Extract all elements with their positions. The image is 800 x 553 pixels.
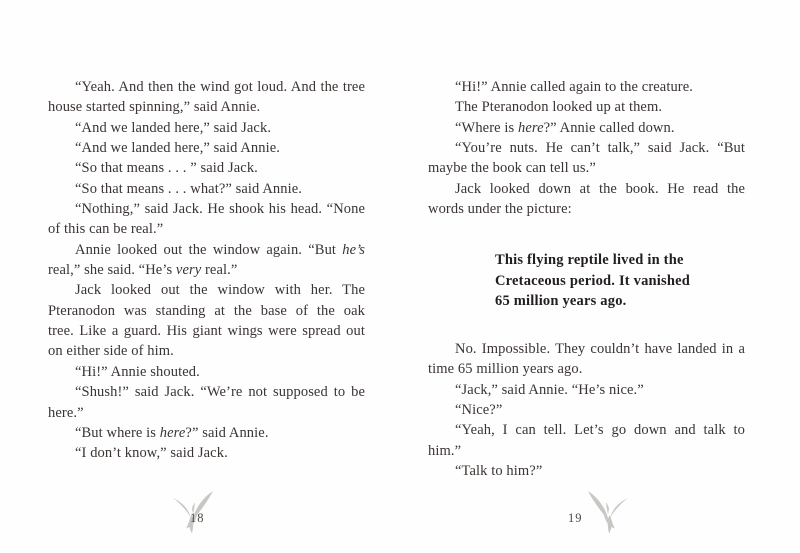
text-line: The Pteranodon looked up at them. <box>455 99 663 116</box>
page-number: 19 <box>568 511 583 525</box>
text-line: Pteranodon was standing at the base of the oak <box>48 302 365 319</box>
text-line: words under the picture: <box>428 201 572 218</box>
text-line: “You’re nuts. He can’t talk,” said Jack. “But <box>455 140 745 157</box>
text-line: of this can be real.” <box>48 221 164 238</box>
text-line: “Hi!” Annie called again to the creature. <box>455 79 693 95</box>
text-line: time 65 million years ago. <box>428 361 583 378</box>
text-line: him.” <box>428 442 462 459</box>
text-line: “Jack,” said Annie. “He’s nice.” <box>455 381 644 398</box>
text-line: Jack looked out the window with her. The <box>75 282 365 299</box>
text-line: Jack looked down at the book. He read the <box>455 180 745 197</box>
text-line: Annie looked out the window again. “But he’s <box>75 241 365 258</box>
text-line: maybe the book can tell us.” <box>428 160 596 177</box>
text-line: tree. Like a guard. His giant wings were spread out <box>48 323 365 340</box>
text-line: “Nice?” <box>455 401 503 418</box>
text-line: house started spinning,” said Annie. <box>48 99 261 116</box>
text-line: “Hi!” Annie shouted. <box>75 363 200 380</box>
quote-line: This flying reptile lived in the <box>495 252 684 269</box>
right-page-footer <box>564 489 636 537</box>
pteranodon-icon <box>584 490 632 534</box>
text-line: “So that means . . . what?” said Annie. <box>75 180 302 197</box>
text-line: “But where is here?” said Annie. <box>75 424 269 441</box>
quote-line: 65 million years ago. <box>495 293 627 310</box>
text-line: “Yeah. And then the wind got loud. And the tree <box>75 79 365 95</box>
page-number: 18 <box>190 511 205 525</box>
text-line: “Where is here?” Annie called down. <box>455 119 675 136</box>
quote-line: Cretaceous period. It vanished <box>495 272 691 289</box>
text-line: No. Impossible. They couldn’t have landed in a <box>455 340 745 357</box>
text-line: here.” <box>48 404 84 421</box>
text-line: “So that means . . . ” said Jack. <box>75 160 258 177</box>
text-line: “And we landed here,” said Jack. <box>75 119 272 136</box>
text-line: real,” she said. “He’s very real.” <box>48 262 238 279</box>
left-page-footer <box>166 489 238 537</box>
text-line: “Shush!” said Jack. “We’re not supposed to be <box>75 384 365 401</box>
book-excerpt-quote <box>495 250 745 312</box>
text-line: on either side of him. <box>48 343 174 360</box>
text-line: “Talk to him?” <box>455 462 543 479</box>
text-line: “I don’t know,” said Jack. <box>75 445 228 462</box>
text-line: “Nothing,” said Jack. He shook his head. “None <box>75 201 365 218</box>
left-page-text <box>48 77 365 464</box>
text-line: “Yeah, I can tell. Let’s go down and talk to <box>455 422 745 439</box>
right-page-text <box>428 77 745 481</box>
text-line: “And we landed here,” said Annie. <box>75 140 281 157</box>
